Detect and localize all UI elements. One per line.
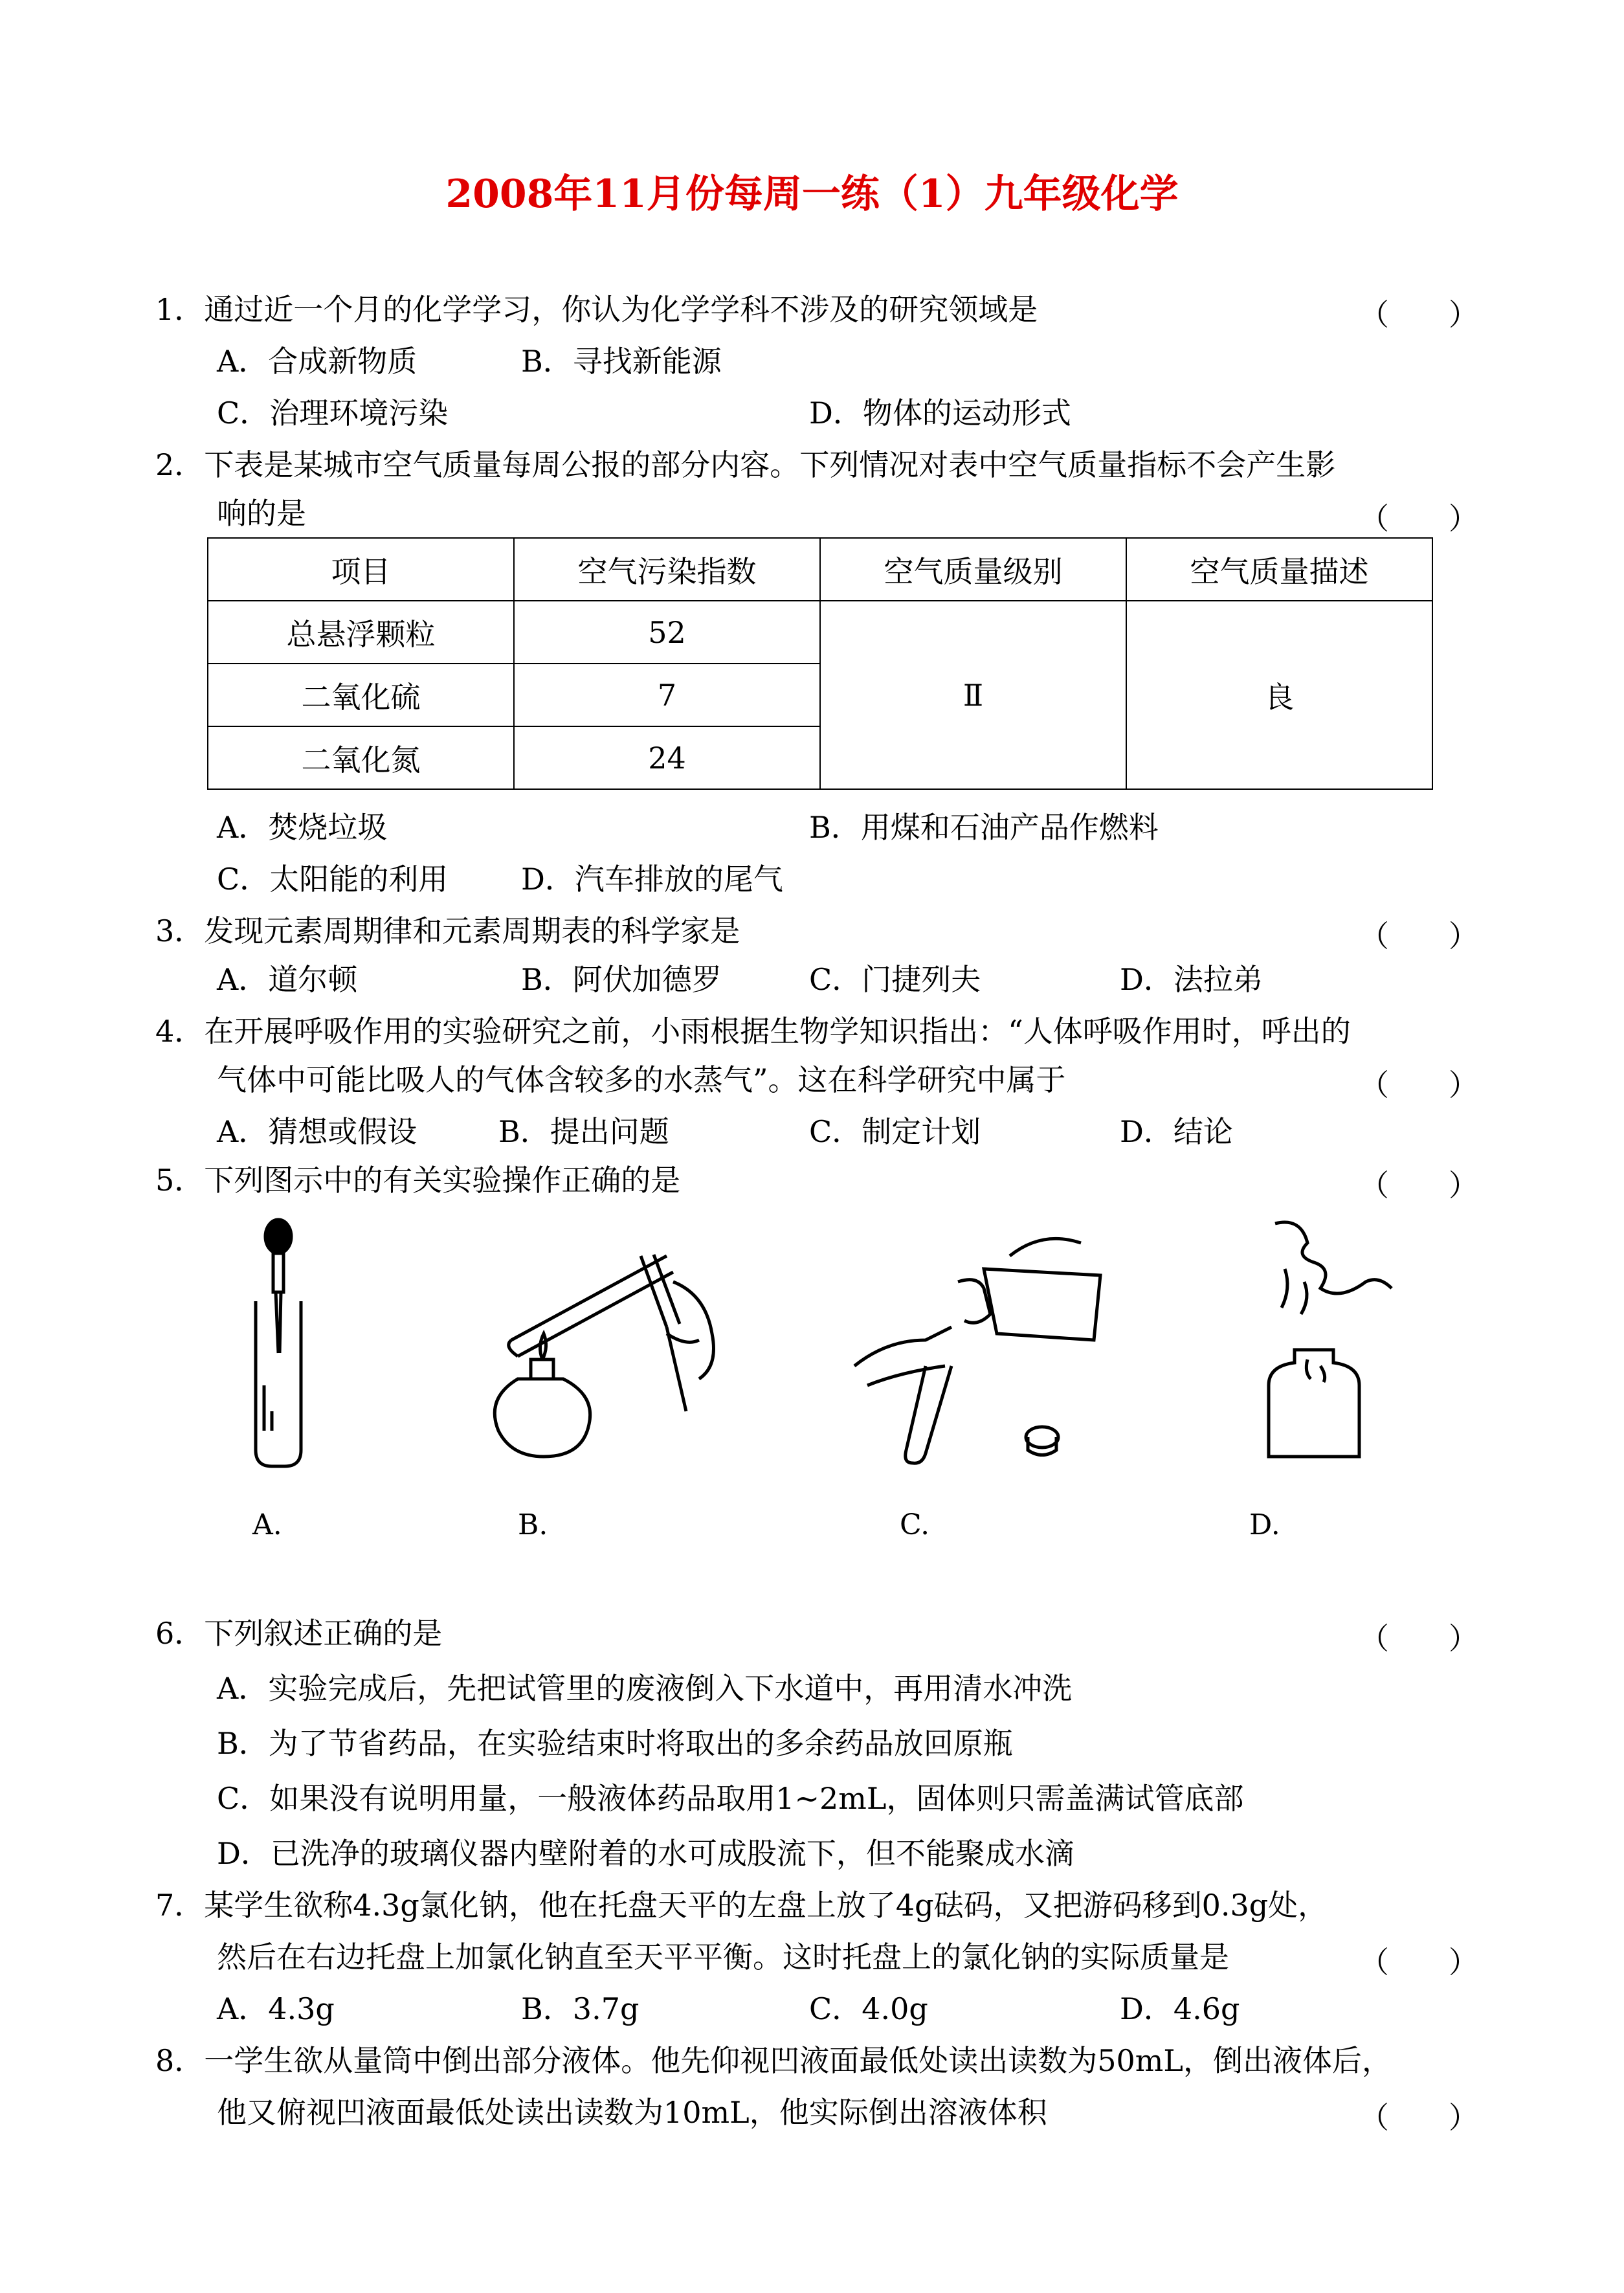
table-cell-level: Ⅱ: [820, 601, 1126, 789]
answer-blank-1[interactable]: （ ）: [1359, 297, 1478, 332]
q2-option-d: D．汽车排放的尾气: [521, 862, 783, 897]
q6-option-d: D．已洗净的玻璃仪器内壁附着的水可成股流下，但不能聚成水滴: [217, 1836, 1074, 1871]
q2-option-c: C．太阳能的利用: [217, 862, 449, 897]
table-cell-item: 二氧化氮: [208, 726, 514, 789]
table-cell-index: 7: [514, 664, 820, 726]
table-header-row: [208, 538, 1432, 601]
figure-label-b: B.: [518, 1508, 548, 1541]
answer-blank-8[interactable]: （ ）: [1359, 2100, 1478, 2135]
page-title: 2008年11月份每周一练（1）九年级化学: [445, 172, 1179, 217]
figure-a-dropper-in-tube: [233, 1217, 337, 1476]
q3-option-d: D．法拉弟: [1120, 962, 1263, 997]
q4-option-b: B．提出问题: [498, 1114, 669, 1149]
q6-option-c: C．如果没有说明用量，一般液体药品取用1~2mL，固体则只需盖满试管底部: [217, 1781, 1244, 1816]
figure-b-heating-tube: [473, 1217, 744, 1476]
q3-option-b: B．阿伏加德罗: [521, 962, 722, 997]
table-header: 空气质量描述: [1126, 538, 1432, 601]
question-7-stem-line1: 7．某学生欲称4.3g氯化钠，他在托盘天平的左盘上放了4g砝码，又把游码移到0.3g处，: [155, 1888, 1328, 1923]
q3-option-c: C．门捷列夫: [809, 962, 981, 997]
q2-option-a: A．焚烧垃圾: [217, 810, 388, 845]
figure-label-c: C.: [900, 1508, 930, 1541]
table-header: 项目: [208, 538, 514, 601]
answer-blank-7[interactable]: （ ）: [1359, 1945, 1478, 1980]
q7-option-c: C．4.0g: [809, 1991, 928, 2026]
q1-option-b: B．寻找新能源: [521, 344, 722, 379]
figure-c-pouring-liquid: [848, 1217, 1120, 1476]
q4-option-a: A．猜想或假设: [217, 1114, 417, 1149]
question-4-stem-line2: 气体中可能比吸人的气体含较多的水蒸气”。这在科学研究中属于: [217, 1062, 1066, 1097]
q3-option-a: A．道尔顿: [217, 962, 358, 997]
question-6-stem: 6．下列叙述正确的是: [155, 1616, 443, 1651]
q7-option-b: B．3.7g: [521, 1991, 640, 2026]
question-3-stem: 3．发现元素周期律和元素周期表的科学家是: [155, 913, 740, 948]
q7-option-d: D．4.6g: [1120, 1991, 1240, 2026]
q6-option-a: A．实验完成后，先把试管里的废液倒入下水道中，再用清水冲洗: [217, 1671, 1073, 1706]
question-5-stem: 5．下列图示中的有关实验操作正确的是: [155, 1163, 681, 1198]
answer-blank-4[interactable]: （ ）: [1359, 1068, 1478, 1102]
answer-blank-3[interactable]: （ ）: [1359, 919, 1478, 954]
question-7-stem-line2: 然后在右边托盘上加氯化钠直至天平平衡。这时托盘上的氯化钠的实际质量是: [217, 1940, 1229, 1974]
q4-option-c: C．制定计划: [809, 1114, 981, 1149]
question-8-stem-line1: 8．一学生欲从量筒中倒出部分液体。他先仰视凹液面最低处读出读数为50mL，倒出液体后，: [155, 2043, 1392, 2078]
table-header: 空气质量级别: [820, 538, 1126, 601]
figure-label-d: D.: [1249, 1508, 1280, 1541]
q1-option-c: C．治理环境污染: [217, 396, 449, 431]
question-1-stem: 1．通过近一个月的化学学习，你认为化学学科不涉及的研究领域是: [155, 292, 1038, 327]
answer-blank-6[interactable]: （ ）: [1359, 1621, 1478, 1656]
q4-option-d: D．结论: [1120, 1114, 1233, 1149]
q6-option-b: B．为了节省药品，在实验结束时将取出的多余药品放回原瓶: [217, 1726, 1013, 1761]
question-2-stem-line1: 2．下表是某城市空气质量每周公报的部分内容。下列情况对表中空气质量指标不会产生影: [155, 447, 1336, 482]
question-8-stem-line2: 他又俯视凹液面最低处读出读数为10mL，他实际倒出溶液体积: [217, 2095, 1047, 2130]
table-cell-item: 总悬浮颗粒: [208, 601, 514, 664]
q7-option-a: A．4.3g: [217, 1991, 335, 2026]
table-cell-index: 52: [514, 601, 820, 664]
answer-blank-5[interactable]: （ ）: [1359, 1168, 1478, 1203]
table-header: 空气污染指数: [514, 538, 820, 601]
air-quality-table: [207, 537, 1433, 790]
figure-label-a: A.: [252, 1508, 282, 1541]
q1-option-a: A．合成新物质: [217, 344, 417, 379]
table-cell-index: 24: [514, 726, 820, 789]
question-4-stem-line1: 4．在开展呼吸作用的实验研究之前，小雨根据生物学知识指出：“人体呼吸作用时，呼出的: [155, 1014, 1351, 1049]
table-row: [208, 601, 1432, 664]
table-cell-item: 二氧化硫: [208, 664, 514, 726]
figure-d-bottle-flame: [1230, 1217, 1411, 1476]
question-2-stem-line2: 响的是: [217, 496, 306, 531]
q2-option-b: B．用煤和石油产品作燃料: [809, 810, 1159, 845]
answer-blank-2[interactable]: （ ）: [1359, 501, 1478, 536]
q1-option-d: D．物体的运动形式: [809, 396, 1071, 431]
table-cell-description: 良: [1126, 601, 1432, 789]
